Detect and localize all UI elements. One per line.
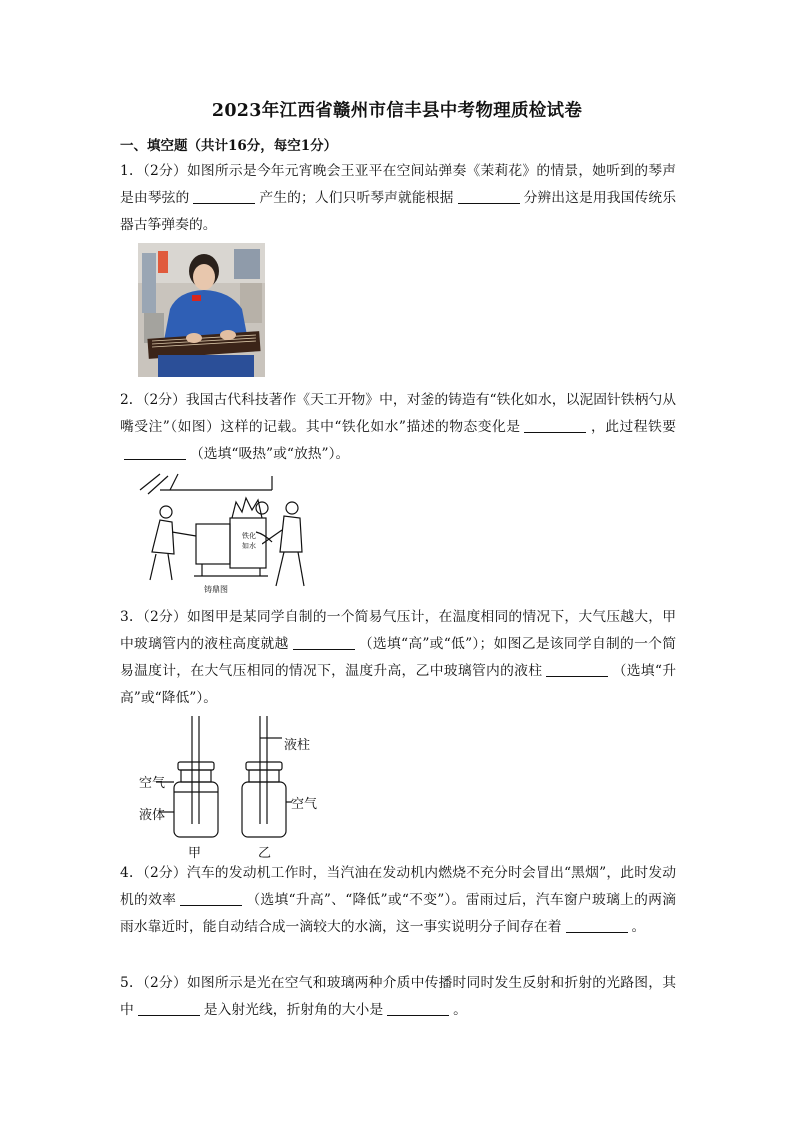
question-text: 分辨出这是用我国传统乐器古筝弹奏的。 (120, 190, 677, 233)
question-score: （2分） (142, 975, 187, 991)
answer-blank[interactable] (524, 418, 586, 433)
label-liquid: 液体 (139, 808, 166, 823)
question-text: 我国古代科技著作《天工开物》中，对釜的铸造有“铁化如水，以泥固针铁柄勺从嘴受注”（如图）这样的记载。其中“铁化如水”描述的物态变化是 (120, 392, 676, 435)
label-air-b: 空气 (291, 797, 318, 812)
label-jar-a: 甲 (188, 846, 202, 861)
answer-blank[interactable] (458, 189, 520, 204)
question-text: （选填“升高”或“降低”）。 (120, 663, 676, 706)
answer-blank[interactable] (193, 189, 255, 204)
page-title: 2023年江西省赣州市信丰县中考物理质检试卷 (211, 101, 583, 121)
svg-text:如水: 如水 (242, 542, 256, 550)
question-score: （2分） (142, 163, 187, 179)
answer-blank[interactable] (293, 635, 355, 650)
answer-blank[interactable] (387, 1001, 449, 1016)
label-liquid-column: 液柱 (284, 738, 311, 753)
figure-caption: 铸鼎图 (204, 585, 228, 594)
question-1 (120, 158, 676, 239)
question-3 (120, 604, 676, 712)
question-text: 是入射光线，折射角的大小是 (203, 1002, 384, 1018)
question-text: 如图甲是某同学自制的一个简易气压计，在温度相同的情况下，大气压越大，甲中玻璃管内的液柱高度就越 (120, 609, 676, 652)
question-number: 1． (120, 163, 143, 179)
question-text: 。 (631, 919, 646, 935)
svg-text:铁化: 铁化 (242, 532, 256, 540)
question-2 (120, 387, 676, 468)
question-4 (120, 860, 676, 941)
label-jar-b: 乙 (258, 846, 272, 861)
barometer-thermometer-diagram (136, 714, 336, 862)
answer-blank[interactable] (138, 1001, 200, 1016)
section-heading: 一、填空题（共计16分，每空1分） (120, 138, 338, 154)
question-score: （2分） (142, 865, 187, 881)
question-5 (120, 970, 676, 1024)
label-air-a: 空气 (139, 776, 166, 791)
question-text: （选填“升高”、“降低”或“不变”）。雷雨过后，汽车窗户玻璃上的两滴雨水靠近时，能自动结合成一滴较大的水滴，这一事实说明分子间存在着 (120, 892, 677, 935)
question-text: （选填“高”或“低”）；如图乙是该同学自制的一个简易温度计，在大气压相同的情况下，温度升高，乙中玻璃管内的液柱 (120, 636, 677, 679)
question-score: （2分） (142, 609, 187, 625)
question-text: 产生的；人们只听琴声就能根据 (259, 190, 454, 206)
question-number: 2． (120, 392, 143, 408)
worker-figure (262, 500, 312, 596)
question-text: （选填“吸热”或“放热”）。 (190, 446, 350, 462)
question-text: 如图所示是今年元宵晚会王亚平在空间站弹奏《茉莉花》的情景，她听到的琴声是由琴弦的 (120, 163, 676, 206)
question-score: （2分） (142, 392, 186, 408)
question-number: 4． (120, 865, 143, 881)
casting-illustration (138, 472, 278, 602)
space-station-guzheng-photo (138, 243, 265, 377)
question-number: 3． (120, 609, 143, 625)
question-number: 5． (120, 975, 143, 991)
question-text: 如图所示是光在空气和玻璃两种介质中传播时同时发生反射和折射的光路图，其中 (120, 975, 676, 1018)
answer-blank[interactable] (546, 662, 608, 677)
question-text: ，此过程铁要 (590, 419, 677, 435)
answer-blank[interactable] (124, 445, 186, 460)
answer-blank[interactable] (180, 891, 242, 906)
question-text: 。 (453, 1002, 467, 1018)
answer-blank[interactable] (566, 918, 628, 933)
question-text: 汽车的发动机工作时，当汽油在发动机内燃烧不充分时会冒出“黑烟”，此时发动机的效率 (120, 865, 676, 908)
